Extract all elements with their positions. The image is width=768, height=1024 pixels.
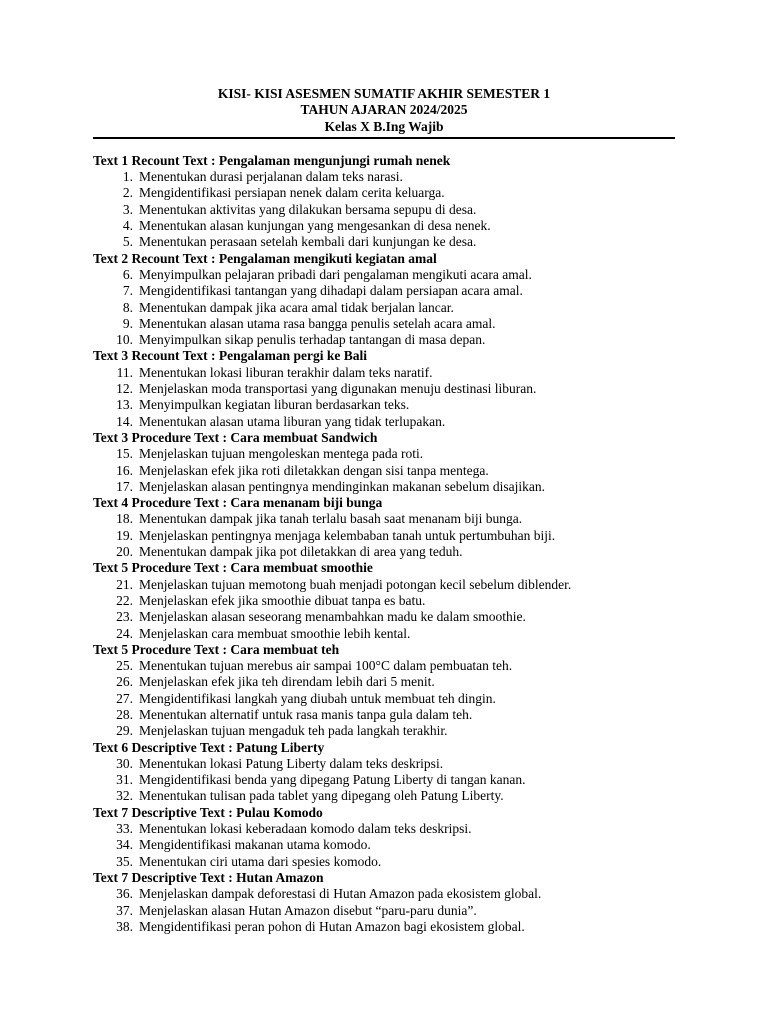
- item-number: 37.: [116, 902, 133, 918]
- item-number: 14.: [116, 413, 133, 429]
- section-title: Text 4 Procedure Text : Cara menanam biji bunga: [93, 495, 383, 511]
- list-item: [93, 593, 675, 609]
- header-divider: [93, 137, 675, 139]
- item-text: Menjelaskan tujuan mengaduk teh pada langkah terakhir.: [139, 723, 448, 739]
- list-item: [93, 267, 675, 283]
- item-text: Menyimpulkan pelajaran pribadi dari pengalaman mengikuti acara amal.: [139, 266, 532, 282]
- item-text: Menjelaskan pentingnya menjaga kelembaban tanah untuk pertumbuhan biji.: [139, 527, 556, 543]
- list-item: [93, 609, 675, 625]
- item-text: Mengidentifikasi benda yang dipegang Patung Liberty di tangan kanan.: [139, 772, 526, 788]
- section: [93, 251, 675, 349]
- item-number: 11.: [116, 364, 133, 380]
- item-number: 26.: [116, 674, 133, 690]
- item-number: 25.: [116, 658, 133, 674]
- section-title: Text 1 Recount Text : Pengalaman mengunjungi rumah nenek: [93, 152, 451, 168]
- document-page: [93, 86, 675, 935]
- item-text: Menentukan dampak jika tanah terlalu basah saat menanam biji bunga.: [139, 511, 523, 527]
- item-text: Menentukan ciri utama dari spesies komodo.: [139, 853, 382, 869]
- item-text: Menentukan lokasi liburan terakhir dalam teks naratif.: [139, 364, 433, 380]
- list-item: [93, 202, 675, 218]
- section-title: Text 7 Descriptive Text : Hutan Amazon: [93, 869, 324, 885]
- item-text: Mengidentifikasi langkah yang diubah untuk membuat teh dingin.: [139, 690, 496, 706]
- section: [93, 560, 675, 641]
- item-text: Menyimpulkan kegiatan liburan berdasarkan teks.: [139, 397, 410, 413]
- list-item: [93, 332, 675, 348]
- section-title: Text 3 Recount Text : Pengalaman pergi ke Bali: [93, 348, 368, 364]
- item-text: Menentukan alasan utama rasa bangga penulis setelah acara amal.: [139, 315, 496, 331]
- list-item: [93, 463, 675, 479]
- section: [93, 430, 675, 495]
- list-item: [93, 854, 675, 870]
- item-text: Menjelaskan alasan Hutan Amazon disebut “paru-paru dunia”.: [139, 902, 477, 918]
- class-label: Kelas X B.Ing Wajib: [324, 118, 444, 134]
- item-text: Menjelaskan efek jika roti diletakkan dengan sisi tanpa mentega.: [139, 462, 489, 478]
- list-item: [93, 544, 675, 560]
- list-item: [93, 756, 675, 772]
- item-text: Menentukan perasaan setelah kembali dari kunjungan ke desa.: [139, 234, 477, 250]
- item-number: 17.: [116, 478, 133, 494]
- grid-content: [93, 153, 675, 935]
- item-text: Mengidentifikasi makanan utama komodo.: [139, 837, 371, 853]
- list-item: [93, 837, 675, 853]
- list-item: [93, 886, 675, 902]
- list-item: [93, 218, 675, 234]
- section: [93, 153, 675, 251]
- item-text: Mengidentifikasi persiapan nenek dalam cerita keluarga.: [139, 185, 445, 201]
- list-item: [93, 169, 675, 185]
- item-number: 30.: [116, 755, 133, 771]
- list-item: [93, 772, 675, 788]
- item-text: Menentukan tulisan pada tablet yang dipegang oleh Patung Liberty.: [139, 788, 504, 804]
- item-text: Menjelaskan efek jika smoothie dibuat tanpa es batu.: [139, 592, 426, 608]
- list-item: [93, 788, 675, 804]
- item-number: 34.: [116, 837, 133, 853]
- item-number: 4.: [122, 218, 133, 234]
- section: [93, 348, 675, 429]
- item-number: 9.: [122, 315, 133, 331]
- list-item: [93, 283, 675, 299]
- list-item: [93, 903, 675, 919]
- item-text: Menyimpulkan sikap penulis terhadap tantangan di masa depan.: [139, 332, 486, 348]
- list-item: [93, 723, 675, 739]
- item-text: Menentukan alasan utama liburan yang tidak terlupakan.: [139, 413, 446, 429]
- item-number: 8.: [122, 299, 133, 315]
- academic-year: TAHUN AJARAN 2024/2025: [300, 102, 468, 118]
- section-title: Text 6 Descriptive Text : Patung Liberty: [93, 739, 325, 755]
- list-item: [93, 365, 675, 381]
- item-number: 15.: [116, 446, 133, 462]
- item-text: Menentukan tujuan merebus air sampai 100°C dalam pembuatan teh.: [139, 658, 513, 674]
- list-item: [93, 397, 675, 413]
- list-item: [93, 414, 675, 430]
- item-text: Menjelaskan alasan pentingnya mendinginkan makanan sebelum disajikan.: [139, 478, 546, 494]
- section: [93, 805, 675, 870]
- list-item: [93, 626, 675, 642]
- list-item: [93, 234, 675, 250]
- item-number: 3.: [122, 201, 133, 217]
- list-item: [93, 446, 675, 462]
- section: [93, 740, 675, 805]
- item-text: Menjelaskan efek jika teh direndam lebih dari 5 menit.: [139, 674, 435, 690]
- item-number: 32.: [116, 788, 133, 804]
- list-item: [93, 691, 675, 707]
- item-text: Menjelaskan moda transportasi yang digunakan menuju destinasi liburan.: [139, 381, 537, 397]
- item-number: 36.: [116, 886, 133, 902]
- item-text: Menentukan alasan kunjungan yang mengesankan di desa nenek.: [139, 218, 491, 234]
- item-text: Mengidentifikasi peran pohon di Hutan Amazon bagi ekosistem global.: [139, 918, 525, 934]
- item-text: Mengidentifikasi tantangan yang dihadapi dalam persiapan acara amal.: [139, 283, 523, 299]
- section-title: Text 2 Recount Text : Pengalaman mengikuti kegiatan amal: [93, 250, 437, 266]
- item-text: Menentukan lokasi Patung Liberty dalam teks deskripsi.: [139, 755, 444, 771]
- item-number: 31.: [116, 772, 133, 788]
- list-item: [93, 479, 675, 495]
- item-text: Menentukan lokasi keberadaan komodo dalam teks deskripsi.: [139, 821, 472, 837]
- section-title: Text 5 Procedure Text : Cara membuat smoothie: [93, 560, 373, 576]
- item-number: 2.: [122, 185, 133, 201]
- item-text: Menentukan aktivitas yang dilakukan bersama sepupu di desa.: [139, 201, 477, 217]
- list-item: [93, 381, 675, 397]
- item-number: 12.: [116, 381, 133, 397]
- item-number: 33.: [116, 821, 133, 837]
- list-item: [93, 674, 675, 690]
- list-item: [93, 658, 675, 674]
- list-item: [93, 919, 675, 935]
- list-item: [93, 577, 675, 593]
- list-item: [93, 316, 675, 332]
- list-item: [93, 821, 675, 837]
- list-item: [93, 511, 675, 527]
- item-text: Menentukan dampak jika pot diletakkan di area yang teduh.: [139, 544, 463, 560]
- list-item: [93, 707, 675, 723]
- item-number: 19.: [116, 527, 133, 543]
- item-number: 10.: [116, 332, 133, 348]
- section-title: Text 7 Descriptive Text : Pulau Komodo: [93, 804, 323, 820]
- item-number: 29.: [116, 723, 133, 739]
- document-header: [93, 86, 675, 135]
- item-text: Menjelaskan tujuan memotong buah menjadi potongan kecil sebelum diblender.: [139, 576, 572, 592]
- item-number: 13.: [116, 397, 133, 413]
- item-number: 5.: [122, 234, 133, 250]
- section: [93, 870, 675, 935]
- section: [93, 642, 675, 740]
- item-number: 1.: [122, 169, 133, 185]
- item-number: 16.: [116, 462, 133, 478]
- item-text: Menentukan durasi perjalanan dalam teks narasi.: [139, 169, 403, 185]
- item-number: 24.: [116, 625, 133, 641]
- section-title: Text 5 Procedure Text : Cara membuat teh: [93, 641, 340, 657]
- item-number: 18.: [116, 511, 133, 527]
- list-item: [93, 300, 675, 316]
- item-text: Menentukan dampak jika acara amal tidak berjalan lancar.: [139, 299, 454, 315]
- document-title: KISI- KISI ASESMEN SUMATIF AKHIR SEMESTER 1: [217, 86, 551, 101]
- item-number: 28.: [116, 706, 133, 722]
- item-number: 27.: [116, 690, 133, 706]
- item-number: 21.: [116, 576, 133, 592]
- list-item: [93, 185, 675, 201]
- item-number: 38.: [116, 918, 133, 934]
- item-text: Menjelaskan cara membuat smoothie lebih kental.: [139, 625, 411, 641]
- item-number: 35.: [116, 853, 133, 869]
- item-number: 7.: [122, 283, 133, 299]
- section: [93, 495, 675, 560]
- item-number: 22.: [116, 592, 133, 608]
- item-number: 23.: [116, 609, 133, 625]
- item-text: Menjelaskan tujuan mengoleskan mentega pada roti.: [139, 446, 424, 462]
- item-number: 20.: [116, 544, 133, 560]
- list-item: [93, 528, 675, 544]
- item-text: Menjelaskan alasan seseorang menambahkan madu ke dalam smoothie.: [139, 609, 526, 625]
- item-text: Menjelaskan dampak deforestasi di Hutan Amazon pada ekosistem global.: [139, 886, 542, 902]
- section-title: Text 3 Procedure Text : Cara membuat Sandwich: [93, 429, 378, 445]
- item-text: Menentukan alternatif untuk rasa manis tanpa gula dalam teh.: [139, 706, 473, 722]
- item-number: 6.: [122, 266, 133, 282]
